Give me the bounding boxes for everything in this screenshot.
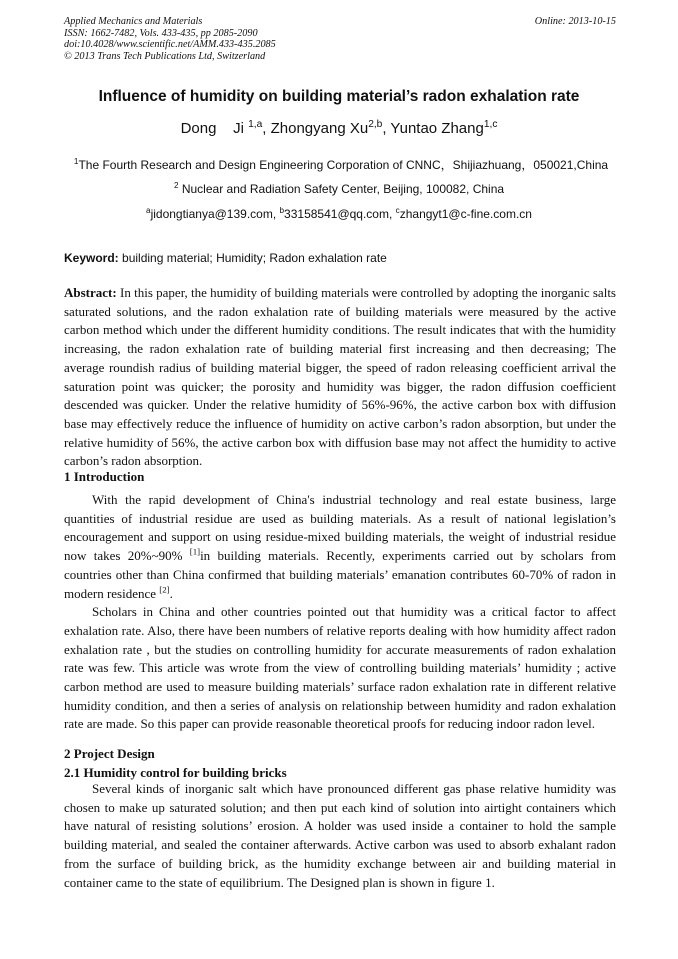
- author-1: Dong Ji: [180, 120, 249, 137]
- abstract: [64, 284, 616, 471]
- doi-line: doi:10.4028/www.scientific.net/AMM.433-435.2085: [64, 39, 276, 51]
- design-body: [64, 780, 616, 892]
- section-heading-project-design: 2 Project Design: [64, 746, 155, 761]
- email-b: 33158541@qq.com,: [284, 207, 396, 221]
- keywords: [64, 251, 616, 265]
- online-date: Online: 2013-10-15: [534, 16, 616, 27]
- citation-2: [2]: [159, 584, 170, 595]
- affiliation-1-text: The Fourth Research and Design Engineering Corporation of CNNC，Shijiazhuang，050021,China: [78, 158, 609, 172]
- section-heading-introduction: 1 Introduction: [64, 469, 145, 484]
- journal-header: [64, 16, 616, 62]
- issn-line: ISSN: 1662-7482, Vols. 433-435, pp 2085-2090: [64, 27, 258, 39]
- affiliation-2-text: Nuclear and Radiation Safety Center, Beijing, 100082, China: [178, 182, 505, 196]
- author-2: , Zhongyang Xu: [262, 120, 369, 137]
- affiliation-1: [56, 156, 626, 173]
- email-a-marker: a: [146, 206, 151, 215]
- affiliation-2: [40, 182, 638, 196]
- email-a: jidongtianya@139.com,: [150, 207, 280, 221]
- abstract-text: In this paper, the humidity of building materials were controlled by adopting the inorganic salts saturated solutions, and the radon exhalation rate of building materials were measured by the active carbon method which under the different humidity conditions. The result indicates that with the humidity increasing, the radon exhalation rate of building material first increasing and then decreasing; The average roundish radius of building material bigger, the speed of radon releasing coefficient arrival the saturation point was quicker; the porosity and humidity was bigger, the radon diffusion coefficient descended was quicker. Under the relative humidity of 56%-96%, the active carbon box with diffusion base may effectively reduce the influence of humidity on active carbon’s radon absorption, but under the relative humidity of 56%, the active carbon box with diffusion base may not affect the humidity to active carbon’s radon absorption.: [64, 285, 616, 469]
- author-3-affil: 1,c: [483, 119, 498, 130]
- subsection-heading-humidity-control: 2.1 Humidity control for building bricks: [64, 765, 287, 780]
- affiliation-2-marker: 2: [173, 181, 179, 190]
- introduction-body: [64, 491, 616, 734]
- author-1-affil: 1,a: [248, 119, 263, 130]
- abstract-label: Abstract:: [64, 285, 117, 300]
- keyword-label: Keyword:: [64, 251, 119, 265]
- email-b-marker: b: [279, 206, 285, 215]
- intro-p1-text-a: With the rapid development of China's industrial technology and real estate business, large quantities of industrial residue are used as building materials. As a result of national legislation’s encouragement and support on using residue-mixed building materials, the weight of industrial residue now takes 20%~90%: [64, 492, 616, 564]
- email-c-marker: c: [395, 206, 400, 215]
- citation-1: [1]: [189, 546, 201, 557]
- intro-p1-text-c: .: [169, 585, 173, 601]
- intro-paragraph-2: Scholars in China and other countries pointed out that humidity was a critical factor to affect exhalation rate. Also, there have been numbers of relative reports dealing with how humidity affect radon exhalation rate , but the studies on controlling humidity for accurate measurements of radon exhalation rate was few. This article was wrote from the view of controlling building materials’ humidity ; active carbon method are used to measure building materials’ surface radon exhalation rate in different relative humidity condition, and then a series of analysis on relationship between humidity and radon exhalation rate are made. So this paper can provide reasonable theoretical proofs for reducing indoor radon level.: [64, 604, 616, 732]
- author-2-affil: 2,b: [368, 119, 383, 130]
- email-list: [40, 207, 638, 221]
- email-c: zhangyt1@c-fine.com.cn: [399, 207, 532, 221]
- author-3: , Yuntao Zhang: [382, 120, 484, 137]
- author-list: [40, 120, 638, 137]
- copyright-line: © 2013 Trans Tech Publications Ltd, Switzerland: [64, 50, 266, 62]
- keyword-text: building material; Humidity; Radon exhalation rate: [118, 251, 387, 265]
- journal-name: Applied Mechanics and Materials: [64, 16, 203, 27]
- intro-paragraph-1: [64, 491, 616, 603]
- affiliation-1-marker: 1: [73, 157, 79, 166]
- design-paragraph-1: Several kinds of inorganic salt which have pronounced different gas phase relative humidity was chosen to make up saturated solution; and then put each kind of solution into airtight containers which have natural of resisting solutions’ erosion. A holder was used inside a container to hold the sample building material, and sealed the container afterwards. Active carbon was used to absorb exhalant radon from the surface of building brick, as the humidity exchange between air and building material in container came to the state of equilibrium. The Designed plan is shown in figure 1.: [64, 781, 616, 890]
- intro-p1-text-b: in building materials. Recently, experiments carried out by scholars from countries other than China confirmed that building materials’ emanation contributes 60-70% of radon in modern residence: [64, 548, 616, 601]
- paper-title: Influence of humidity on building material’s radon exhalation rate: [98, 88, 580, 105]
